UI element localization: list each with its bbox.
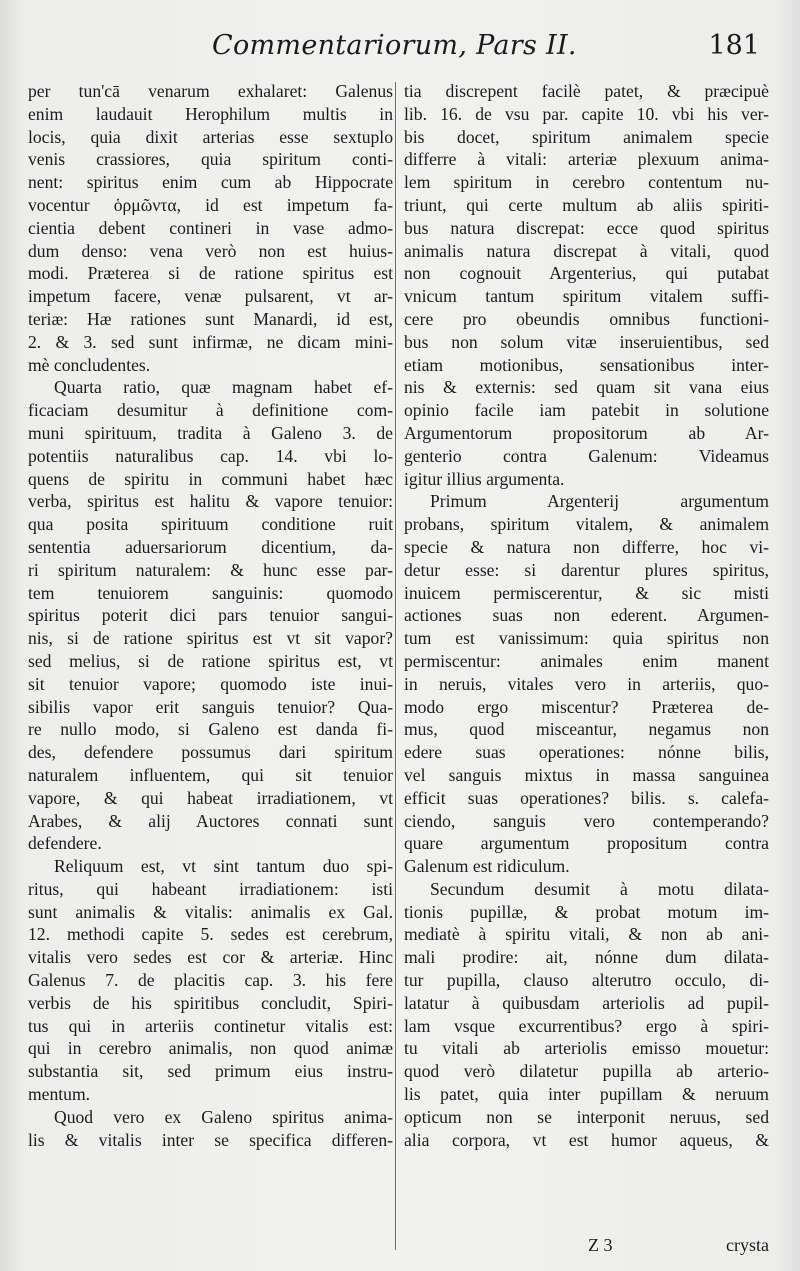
text-line: tur pupilla, clauso alterutro occulo, di- [404, 970, 769, 991]
left-text-column [28, 80, 393, 1151]
text-line: mus, quod misceantur, negamus non [404, 719, 769, 740]
text-line: cere pro obeundis omnibus functioni- [404, 308, 769, 329]
text-line: Quod vero ex Galeno spiritus anima- [54, 1106, 393, 1127]
page-header [200, 26, 760, 70]
text-line: dum denso: vena verò non est huius- [28, 240, 393, 261]
text-line: vapore, & qui habeat irradiationem, vt [28, 787, 393, 808]
text-line: actiones suas non ederent. Argumen- [404, 605, 769, 626]
text-line: teriæ: Hæ rationes sunt Manardi, id est, [28, 308, 393, 329]
text-line: enim laudauit Herophilum multis in [28, 103, 393, 124]
text-line: des, defendere possumus dari spiritum [28, 742, 393, 763]
page-footer [404, 1235, 769, 1265]
text-line: bus non solum vitæ inseruientibus, sed [404, 331, 769, 352]
text-line: efficit suas operationes? bilis. s. calefa- [404, 787, 769, 808]
text-line: per tun'cā venarum exhalaret: Galenus [28, 81, 393, 101]
text-line: mentum. [28, 1084, 91, 1105]
text-line: quod verò dilatetur pupilla ab arterio- [404, 1061, 769, 1082]
page-number: 181 [708, 30, 760, 61]
text-line: 2. & 3. sed sunt infirmæ, ne dicam mini- [28, 331, 393, 352]
text-line: modi. Præterea si de ratione spiritus est [28, 263, 393, 284]
text-line: vitalis vero sedes est cor & arteriæ. Hinc [28, 947, 393, 968]
text-line: sit tenuior vapore; quomodo iste inui- [28, 673, 393, 694]
text-line: Argumentorum propositorum ab Ar- [404, 422, 769, 443]
text-line: Primum Argenterij argumentum [430, 491, 769, 512]
text-line: vnicum tantum spiritum vitalem suffi- [404, 286, 769, 307]
text-line: tu vitali ab arteriolis emisso mouetur: [404, 1038, 769, 1059]
text-line: specie & natura non differre, hoc vi- [404, 536, 769, 557]
text-line: sibilis vapor erit sanguis tenuior? Qua- [28, 696, 393, 717]
right-text-column [404, 80, 769, 1151]
text-line: mè concludentes. [28, 354, 151, 375]
text-line: mali prodire: ait, nónne dum dilata- [404, 947, 769, 968]
text-line: modo ergo miscentur? Præterea de- [404, 696, 769, 717]
text-line: genterio contra Galenum: Videamus [404, 445, 769, 466]
text-line: vel sanguis mixtus in massa sanguinea [404, 764, 769, 785]
text-line: latatur à quibusdam arteriolis ad pupil- [404, 992, 769, 1013]
text-line: opinio facile iam patebit in solutione [404, 400, 769, 421]
text-line: quens de spiritu in communi habet hæc [28, 468, 393, 489]
text-line: muni spirituum, tradita à Galeno 3. de [28, 422, 393, 443]
text-line: verbis de his spiritibus concludit, Spiri- [28, 992, 393, 1013]
text-line: naturalem influentem, qui sit tenuior [28, 764, 393, 785]
text-line: differre à vitali: arteriæ plexuum anima- [404, 149, 769, 170]
text-line: bus natura discrepat: ecce quod spiritus [404, 217, 769, 238]
text-line: bis docet, spiritum animalem specie [404, 126, 769, 147]
text-line: etiam motionibus, sensationibus inter- [404, 354, 769, 375]
text-line: non cognouit Argenterius, qui putabat [404, 263, 769, 284]
text-line: defendere. [28, 833, 102, 854]
catchword: crysta [726, 1235, 769, 1255]
text-line: spiritus poterit dici pars tenuior sangui- [28, 605, 393, 626]
column-divider [395, 82, 396, 1250]
text-line: Reliquum est, vt sint tantum duo spi- [54, 856, 393, 877]
text-line: re nullo modo, si Galeno est danda fi- [28, 719, 393, 740]
text-line: Quarta ratio, quæ magnam habet ef- [54, 377, 393, 398]
running-title: Commentariorum, Pars II. [212, 30, 577, 61]
text-line: triunt, qui certe multum ab aliis spiriti- [404, 194, 769, 215]
text-line: detur esse: si darentur plures spiritus, [404, 559, 769, 580]
text-line: ciendo, sanguis vero contemperando? [404, 810, 769, 831]
text-line: nent: spiritus enim cum ab Hippocrate [28, 172, 393, 193]
text-line: 12. methodi capite 5. sedes est cerebrum, [28, 924, 393, 945]
text-line: inuicem permiscerentur, & sic misti [404, 582, 769, 603]
text-line: opticum non se interponit neruus, sed [404, 1106, 769, 1127]
text-line: permiscentur: animales enim manent [404, 650, 769, 671]
text-line: tus qui in arteriis continetur vitalis est: [28, 1015, 393, 1036]
text-line: animalis natura discrepat à vitali, quod [404, 240, 769, 261]
text-line: quare argumentum propositum contra [404, 833, 769, 854]
text-line: nis & externis: sed quam sit vana eius [404, 377, 769, 398]
text-line: sunt animalis & vitalis: animalis ex Gal. [28, 901, 393, 922]
text-line: tem tenuiorem sanguinis: quomodo [28, 582, 393, 603]
text-line: Secundum desumit à motu dilata- [430, 878, 769, 899]
text-line: tionis pupillæ, & probat motum im- [404, 901, 769, 922]
text-line: locis, quia dixit arterias esse sextuplo [28, 126, 393, 147]
text-line: qui in cerebro animalis, non quod animæ [28, 1038, 393, 1059]
text-line: tia discrepent facilè patet, & præcipuè [404, 81, 769, 101]
text-line: nis, si de ratione spiritus est vt sit vapor? [28, 628, 393, 649]
text-line: sed melius, si de ratione spiritus est, vt [28, 650, 393, 671]
text-line: lam vsque excurrentibus? ergo à spiri- [404, 1015, 769, 1036]
text-line: lib. 16. de vsu par. capite 10. vbi his ver- [404, 103, 769, 124]
text-line: tum est vanissimum: quia spiritus non [404, 628, 769, 649]
text-line: potentiis naturalibus cap. 14. vbi lo- [28, 445, 393, 466]
text-line: verba, spiritus est halitu & vapore tenuior: [28, 491, 393, 512]
text-line: probans, spiritum vitalem, & animalem [404, 514, 769, 535]
text-line: alia corpora, vt est humor aqueus, & [404, 1129, 769, 1150]
text-line: cientia debent contineri in vase admo- [28, 217, 393, 238]
text-line: qua posita spirituum conditione ruit [28, 514, 393, 535]
text-line: Galenus 7. de placitis cap. 3. his fere [28, 970, 393, 991]
text-line: venis crassiores, quia spiritum conti- [28, 149, 393, 170]
text-line: in neruis, vitales vero in arteriis, quo- [404, 673, 769, 694]
text-line: Galenum est ridiculum. [404, 856, 570, 877]
text-line: sententia aduersariorum dicentium, da- [28, 536, 393, 557]
text-line: igitur illius argumenta. [404, 468, 565, 489]
text-line: lis & vitalis inter se specifica differen- [28, 1129, 393, 1150]
text-line: ficaciam desumitur à definitione com- [28, 400, 393, 421]
text-line: edere suas operationes: nónne bilis, [404, 742, 769, 763]
text-line: vocentur ὁρμῶντα, id est impetum fa- [28, 194, 393, 215]
text-line: lem spiritum in cerebro contentum nu- [404, 172, 769, 193]
text-line: substantia sit, sed primum eius instru- [28, 1061, 393, 1082]
text-line: Arabes, & alij Auctores connati sunt [28, 810, 393, 831]
text-line: ri spiritum naturalem: & hunc esse par- [28, 559, 393, 580]
signature-mark: Z 3 [588, 1235, 613, 1255]
text-line: ritus, qui habeant irradiationem: isti [28, 878, 393, 899]
text-line: mediatè à spiritu vitali, & non ab ani- [404, 924, 769, 945]
text-line: lis patet, quia inter pupillam & neruum [404, 1084, 769, 1105]
text-line: impetum facere, venæ pulsarent, vt ar- [28, 286, 393, 307]
